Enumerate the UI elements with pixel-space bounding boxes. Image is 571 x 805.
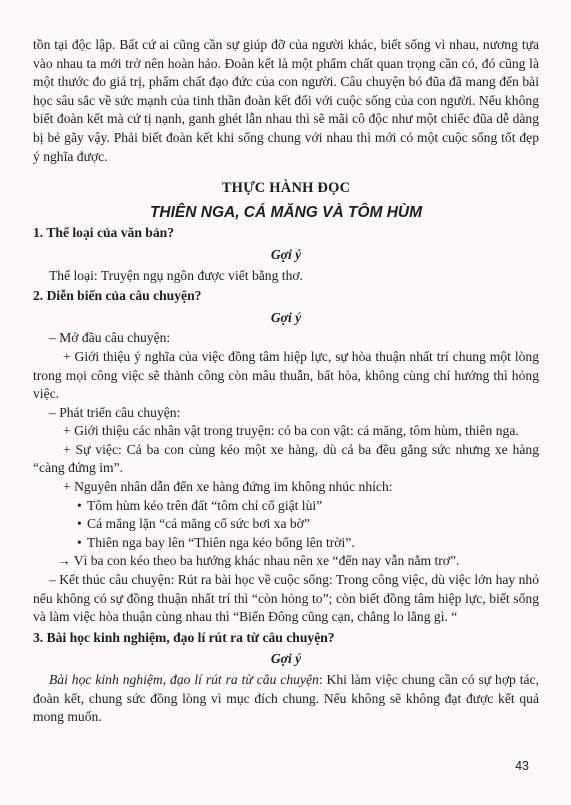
question-3: 3. Bài học kinh nghiệm, đạo lí rút ra từ câu chuyện?	[33, 629, 335, 645]
story-characters: + Giới thiệu các nhân vật trong truyện: có ba con vật: cá măng, tôm hùm, thiên nga.	[63, 423, 519, 439]
story-development: – Phát triển câu chuyện:	[49, 404, 181, 420]
page-content	[33, 36, 539, 727]
bullet-item: • Cá măng lặn “cá măng cố sức bơi xa bờ”	[33, 515, 539, 534]
story-opening: – Mở đầu câu chuyện:	[49, 330, 171, 346]
story-event: + Sự việc: Cả ba con cùng kéo một xe hàng, dù cả ba đều gắng sức nhưng xe hàng “càng đứng im”.	[33, 441, 539, 476]
answer-3-lead: Bài học kinh nghiệm, đạo lí rút ra từ câu chuyện	[49, 672, 319, 687]
answer-3-rest: : Khi làm việc chung cần có sự hợp tác, đoàn kết, chung sức đồng lòng vì mục đích chung. Nếu không sẽ không đạt được kết quả mong muốn.	[33, 672, 539, 725]
page-number: 43	[515, 759, 529, 773]
story-opening-detail: + Giới thiệu ý nghĩa của việc đồng tâm hiệp lực, sự hòa thuận nhất trí chung một lòng trong mọi công việc sẽ thành công còn mâu thuẫn, bất hòa, không cùng chí hướng thì hỏng việc.	[33, 348, 539, 402]
section-title: THỰC HÀNH ĐỌC	[221, 180, 351, 197]
bullet-item: • Tôm hùm kéo trên đất “tôm chỉ cố giật lùi”	[33, 497, 539, 516]
bullet-item: • Thiên nga bay lên “Thiên nga kéo bổng lên trời”.	[33, 534, 539, 553]
story-title: THIÊN NGA, CÁ MĂNG VÀ TÔM HÙM	[149, 203, 423, 221]
hint-label-3: Gợi ý	[270, 651, 302, 667]
story-ending: – Kết thúc câu chuyện: Rút ra bài học về cuộc sống: Trong công việc, dù việc lớn hay nhỏ nếu không có sự đồng thuận nhất trí thì “còn hỏng to”; còn biết đồng tâm hiệp lực, biết sống và làm việc hòa thuận cùng nhau thì “Biển Đông cũng cạn, chẳng lo lằng gì. “	[33, 572, 539, 625]
intro-paragraph: tồn tại độc lập. Bất cứ ai cũng cần sự giúp đỡ của người khác, biết sống vì nhau, nương tựa vào nhau ta mới trở nên hoàn hảo. Đoàn kết là một phẩm chất quan trọng cần có, đó cũng là một thước đo giá trị, phẩm chất đạo đức của con người. Câu chuyện bó đũa đã mang đến bài học sâu sắc về sức mạnh của tinh thần đoàn kết đối với cuộc sống của con người. Nếu không biết đoàn kết mà cứ tị nạnh, ganh ghét lẫn nhau thì sẽ mãi cô độc như một chiếc đũa dễ dàng bị bẻ gãy vậy. Phải biết đoàn kết khi sống chung với nhau thì mới có một cuộc sống tốt đẹp ý nghĩa được.	[33, 37, 539, 164]
answer-1: Thể loại: Truyện ngụ ngôn được viết bằng thơ.	[49, 267, 303, 283]
story-arrow-conclusion: → Vì ba con kéo theo ba hướng khác nhau nên xe “đến nay vẫn nằm trơ”.	[57, 553, 460, 569]
answer-3	[33, 671, 539, 727]
question-2: 2. Diễn biến của câu chuyện?	[33, 288, 202, 304]
story-cause: + Nguyên nhân dẫn đến xe hàng đứng im không nhúc nhích:	[63, 479, 393, 495]
hint-label-2: Gợi ý	[270, 309, 302, 325]
hint-label-1: Gợi ý	[270, 246, 302, 262]
question-1: 1. Thể loại của văn bản?	[33, 225, 175, 241]
